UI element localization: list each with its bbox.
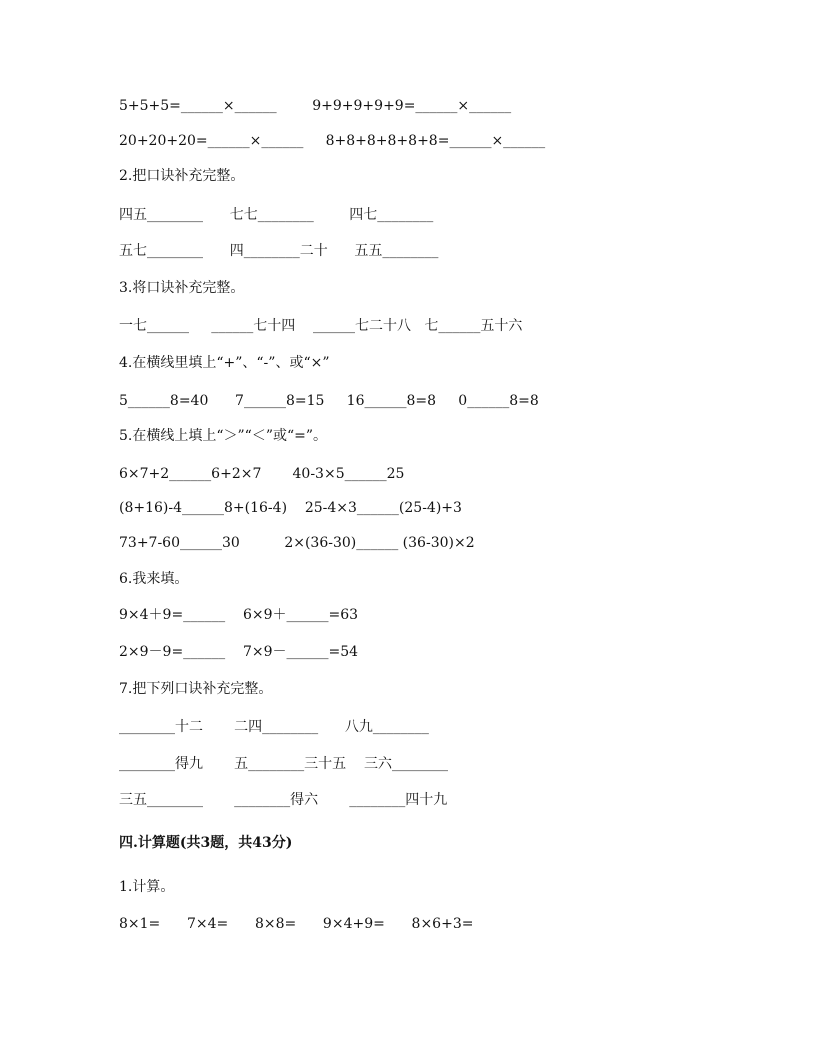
rhyme-fill-row-2: 五七________ 四________二十 五五________ [119, 243, 439, 259]
section-6-heading: 6.我来填。 [119, 571, 189, 587]
part-4-heading: 四.计算题(共3题，共43分) [119, 835, 293, 851]
compare-row-3: 73+7-60______30 2×(36-30)______ (36-30)×2 [119, 535, 475, 551]
section-5-heading: 5.在横线上填上“＞”“＜”或“=”。 [119, 428, 328, 444]
section-3-heading: 3.将口诀补充完整。 [119, 280, 245, 296]
rhyme-fill-row-4: ________十二 二四________ 八九________ [119, 719, 429, 735]
fill-in-row-1: 9×4＋9=______ 6×9＋______=63 [119, 607, 359, 623]
section-4-heading: 4.在横线里填上“+”、“-”、或“×” [119, 355, 330, 371]
section-2-heading: 2.把口诀补充完整。 [119, 168, 245, 184]
operator-fill-row: 5______8=40 7______8=15 16______8=8 0______8=8 [119, 393, 539, 409]
compare-row-2: (8+16)-4______8+(16-4) 25-4×3______(25-4)+3 [119, 500, 462, 516]
rhyme-fill-row-6: 三五________ ________得六 ________四十九 [119, 792, 448, 808]
multiplication-fill-row-1: 5+5+5=______×______ 9+9+9+9+9=______×______ [119, 98, 512, 114]
rhyme-fill-row-1: 四五________ 七七________ 四七________ [119, 207, 434, 223]
multiplication-fill-row-2: 20+20+20=______×______ 8+8+8+8+8+8=______×______ [119, 133, 546, 149]
compare-row-1: 6×7+2______6+2×7 40-3×5______25 [119, 466, 405, 482]
section-7-heading: 7.把下列口诀补充完整。 [119, 681, 273, 697]
rhyme-fill-row-5: ________得九 五________三十五 三六________ [119, 756, 448, 772]
calc-row: 8×1= 7×4= 8×8= 9×4+9= 8×6+3= [119, 916, 474, 932]
rhyme-fill-row-3: 一七______ ______七十四 ______七二十八 七______五十六 [119, 318, 523, 334]
fill-in-row-2: 2×9－9=______ 7×9－______=54 [119, 644, 359, 660]
calc-subheading: 1.计算。 [119, 879, 175, 895]
